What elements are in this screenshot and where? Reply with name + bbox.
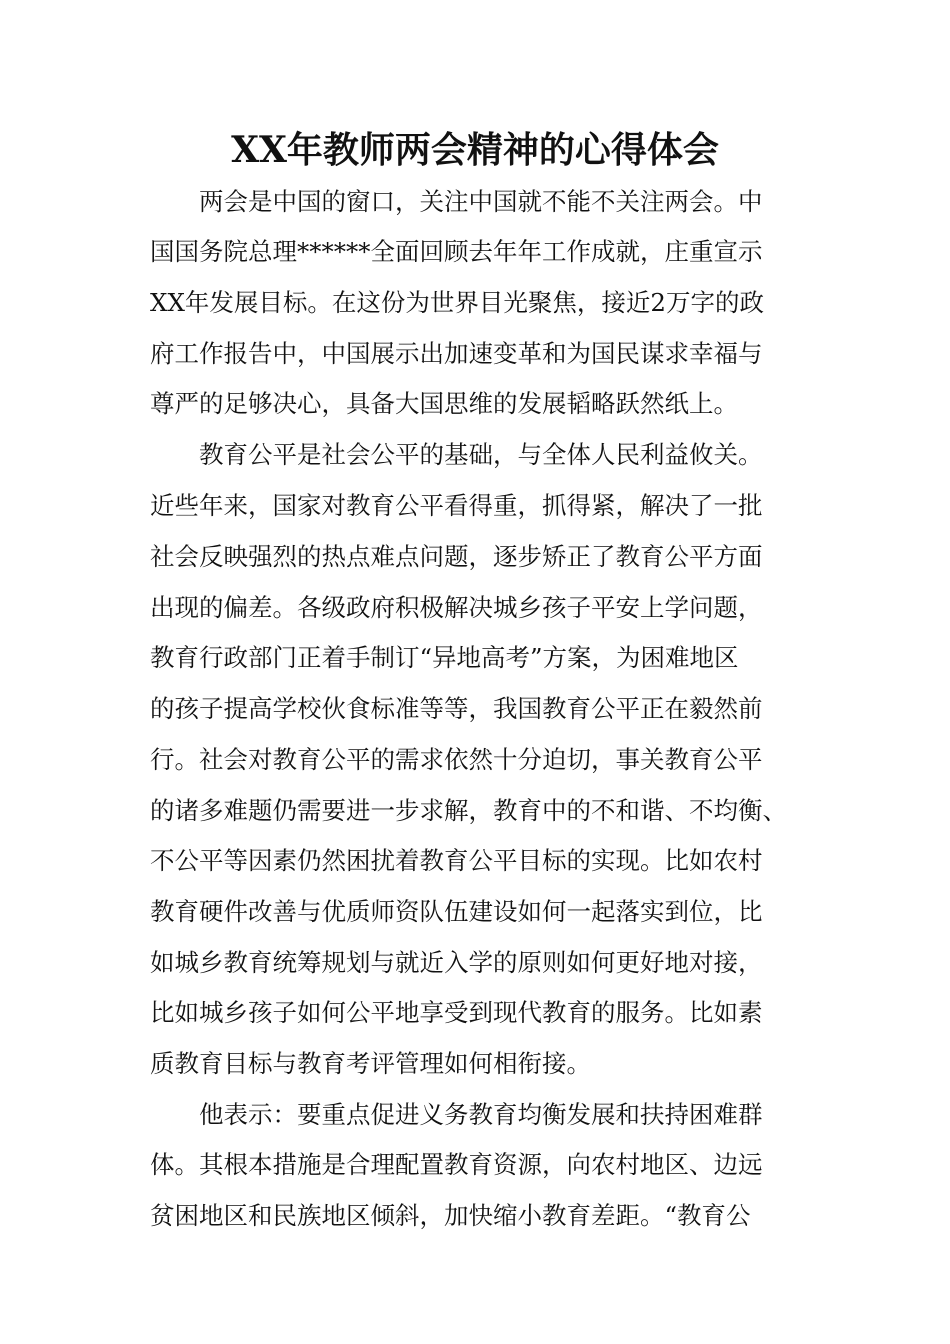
text-line-18: 质教育目标与教育考评管理如何相衔接。 [150,1049,591,1078]
text-line-17: 比如城乡孩子如何公平地享受到现代教育的服务。比如素 [150,998,763,1027]
text-line-13: 的诸多难题仍需要进一步求解，教育中的不和谐、不均衡、 [150,796,787,825]
text-line-20: 体。其根本措施是合理配置教育资源，向农村地区、边远 [150,1150,763,1179]
text-line-4: 府工作报告中，中国展示出加速变革和为国民谋求幸福与 [150,339,763,368]
text-line-6: 教育公平是社会公平的基础，与全体人民利益攸关。 [150,440,763,469]
text-line-15: 教育硬件改善与优质师资队伍建设如何一起落实到位，比 [150,897,763,926]
text-line-9: 出现的偏差。各级政府积极解决城乡孩子平安上学问题， [150,593,763,622]
text-line-1: 两会是中国的窗口，关注中国就不能不关注两会。中 [150,187,763,216]
text-line-8: 社会反映强烈的热点难点问题，逐步矫正了教育公平方面 [150,542,763,571]
text-line-2: 国国务院总理******全面回顾去年年工作成就，庄重宣示 [150,237,763,266]
text-line-12: 行。社会对教育公平的需求依然十分迫切，事关教育公平 [150,745,763,774]
text-line-21: 贫困地区和民族地区倾斜，加快缩小教育差距。“教育公 [150,1201,751,1230]
text-line-11: 的孩子提高学校伙食标准等等，我国教育公平正在毅然前 [150,694,763,723]
text-line-14: 不公平等因素仍然困扰着教育公平目标的实现。比如农村 [150,846,763,875]
document-title: XX年教师两会精神的心得体会 [231,129,719,171]
text-line-16: 如城乡教育统筹规划与就近入学的原则如何更好地对接， [150,948,763,977]
text-line-19: 他表示：要重点促进义务教育均衡发展和扶持困难群 [150,1100,763,1129]
text-line-7: 近些年来，国家对教育公平看得重，抓得紧，解决了一批 [150,491,763,520]
text-line-5: 尊严的足够决心，具备大国思维的发展韬略跃然纸上。 [150,389,738,418]
text-line-3: XX年发展目标。在这份为世界目光聚焦，接近2万字的政 [150,288,764,317]
text-line-10: 教育行政部门正着手制订“异地高考”方案，为困难地区 [150,643,739,672]
